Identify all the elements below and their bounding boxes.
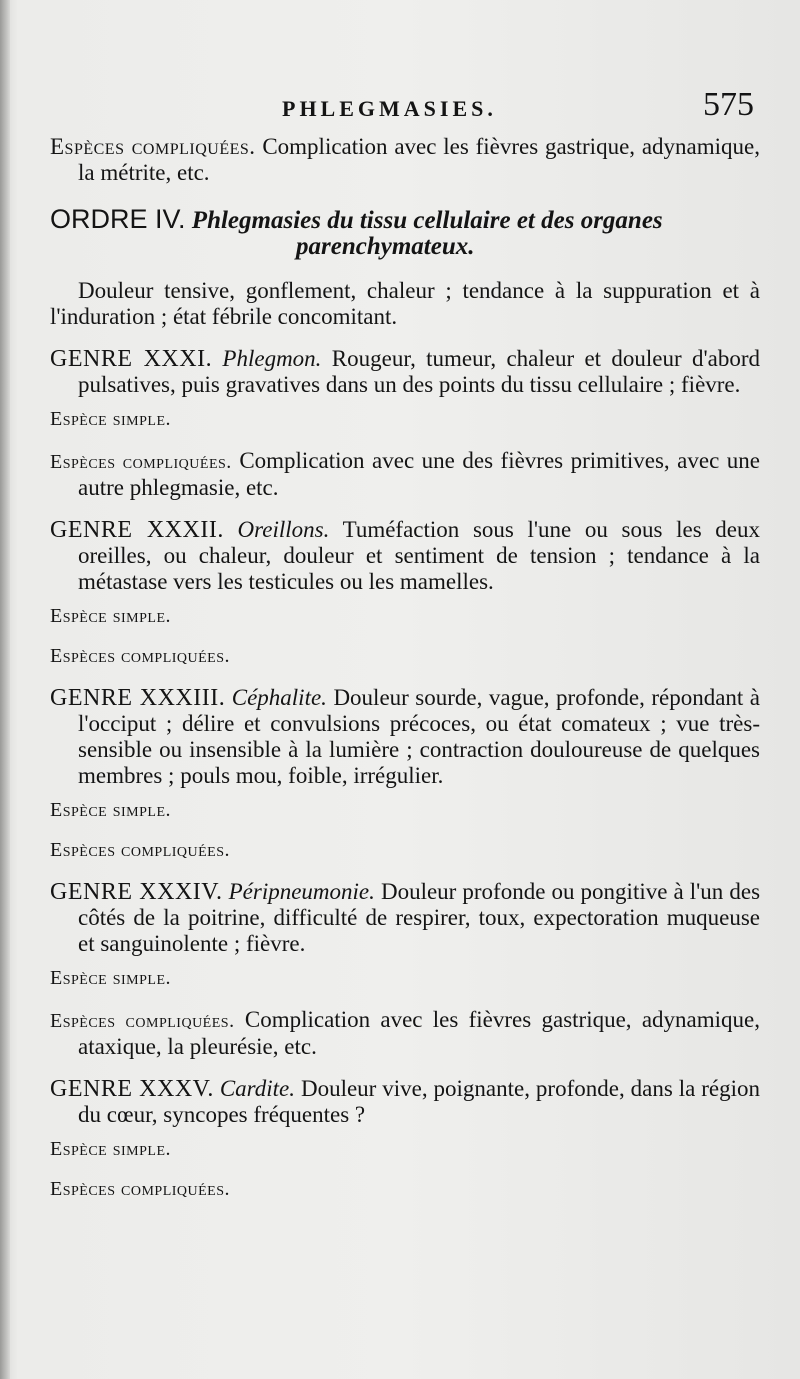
species-compound: Espèces compliquées. bbox=[50, 839, 231, 861]
order-description: Douleur tensive, gonflement, chaleur ; tendance à la suppuration et à l'induration ; état fébrile concomitant. bbox=[50, 278, 760, 329]
species-simple: Espèce simple. bbox=[50, 1138, 172, 1160]
page-header bbox=[0, 84, 800, 134]
genre-description: Tuméfaction sous l'une ou sous les deux oreilles, ou chaleur, douleur et sentiment de tension ; tendance à la métastase vers les testicules ou les mamelles. bbox=[78, 517, 761, 594]
genre-description: Douleur vive, poignante, profonde, dans la région du cœur, syncopes fréquentes ? bbox=[78, 1076, 760, 1127]
order-title: Phlegmasies du tissu cellulaire et des organes parenchymateux. bbox=[191, 207, 663, 260]
page-number: 575 bbox=[703, 86, 754, 123]
species-compound-label: Espèces compliquées. bbox=[50, 1010, 235, 1032]
order-label: ORDRE IV. bbox=[50, 204, 186, 234]
genre-description: Douleur sourde, vague, profonde, répondant à l'occiput ; délire et convulsions précoces, ou état comateux ; vue très-sensible ou insensible à la lumière ; contraction douloureuse de quelques membres ; pouls mou, foible, irrégulier. bbox=[78, 685, 761, 788]
genre-name: Céphalite. bbox=[231, 685, 327, 710]
species-compound: Espèces compliquées. bbox=[50, 645, 231, 667]
intro-species-text: Complication avec les fièvres gastrique, adynamique, la métrite, etc. bbox=[78, 134, 760, 185]
genre-entry bbox=[50, 517, 760, 595]
genre-entry bbox=[50, 685, 760, 789]
genre-name: Cardite. bbox=[219, 1076, 296, 1101]
species-compound-text: Complication avec une des fièvres primitives, avec une autre phlegmasie, etc. bbox=[78, 448, 761, 500]
species-simple: Espèce simple. bbox=[50, 408, 172, 430]
species-compound bbox=[50, 448, 760, 501]
genre-name: Péripneumonie. bbox=[228, 879, 375, 904]
species-simple: Espèce simple. bbox=[50, 605, 172, 627]
genre-entry bbox=[50, 1076, 760, 1128]
species-compound-label: Espèces compliquées. bbox=[50, 451, 232, 473]
genre-label: GENRE XXXV. bbox=[50, 1076, 214, 1102]
species-simple: Espèce simple. bbox=[50, 799, 172, 821]
genre-entry bbox=[50, 879, 760, 957]
intro-species-compound bbox=[50, 134, 760, 186]
genre-label: GENRE XXXII. bbox=[50, 517, 224, 543]
genre-label: GENRE XXXIII. bbox=[50, 685, 226, 711]
page-gutter-shadow bbox=[0, 0, 10, 1379]
genre-label: GENRE XXXIV. bbox=[50, 879, 223, 905]
intro-species-label: Espèces compliquées. bbox=[50, 134, 256, 159]
page-body bbox=[50, 134, 760, 1202]
species-simple: Espèce simple. bbox=[50, 967, 172, 989]
genre-name: Phlegmon. bbox=[222, 346, 322, 371]
running-head: PHLEGMASIES. bbox=[282, 96, 497, 121]
order-heading bbox=[50, 206, 760, 260]
species-compound bbox=[50, 1007, 760, 1060]
genre-label: GENRE XXXI. bbox=[50, 346, 213, 372]
genre-name: Oreillons. bbox=[237, 517, 330, 542]
genre-description: Douleur profonde ou pongitive à l'un des côtés de la poitrine, difficulté de respirer, toux, expectoration muqueuse et sanguinolente ; fièvre. bbox=[78, 879, 761, 956]
genre-description: Rougeur, tumeur, chaleur et douleur d'abord pulsatives, puis gravatives dans un des points du tissu cellulaire ; fièvre. bbox=[78, 346, 761, 397]
genre-entry bbox=[50, 346, 760, 398]
species-compound: Espèces compliquées. bbox=[50, 1178, 231, 1200]
species-compound-text: Complication avec les fièvres gastrique, adynamique, ataxique, la pleurésie, etc. bbox=[78, 1007, 760, 1059]
